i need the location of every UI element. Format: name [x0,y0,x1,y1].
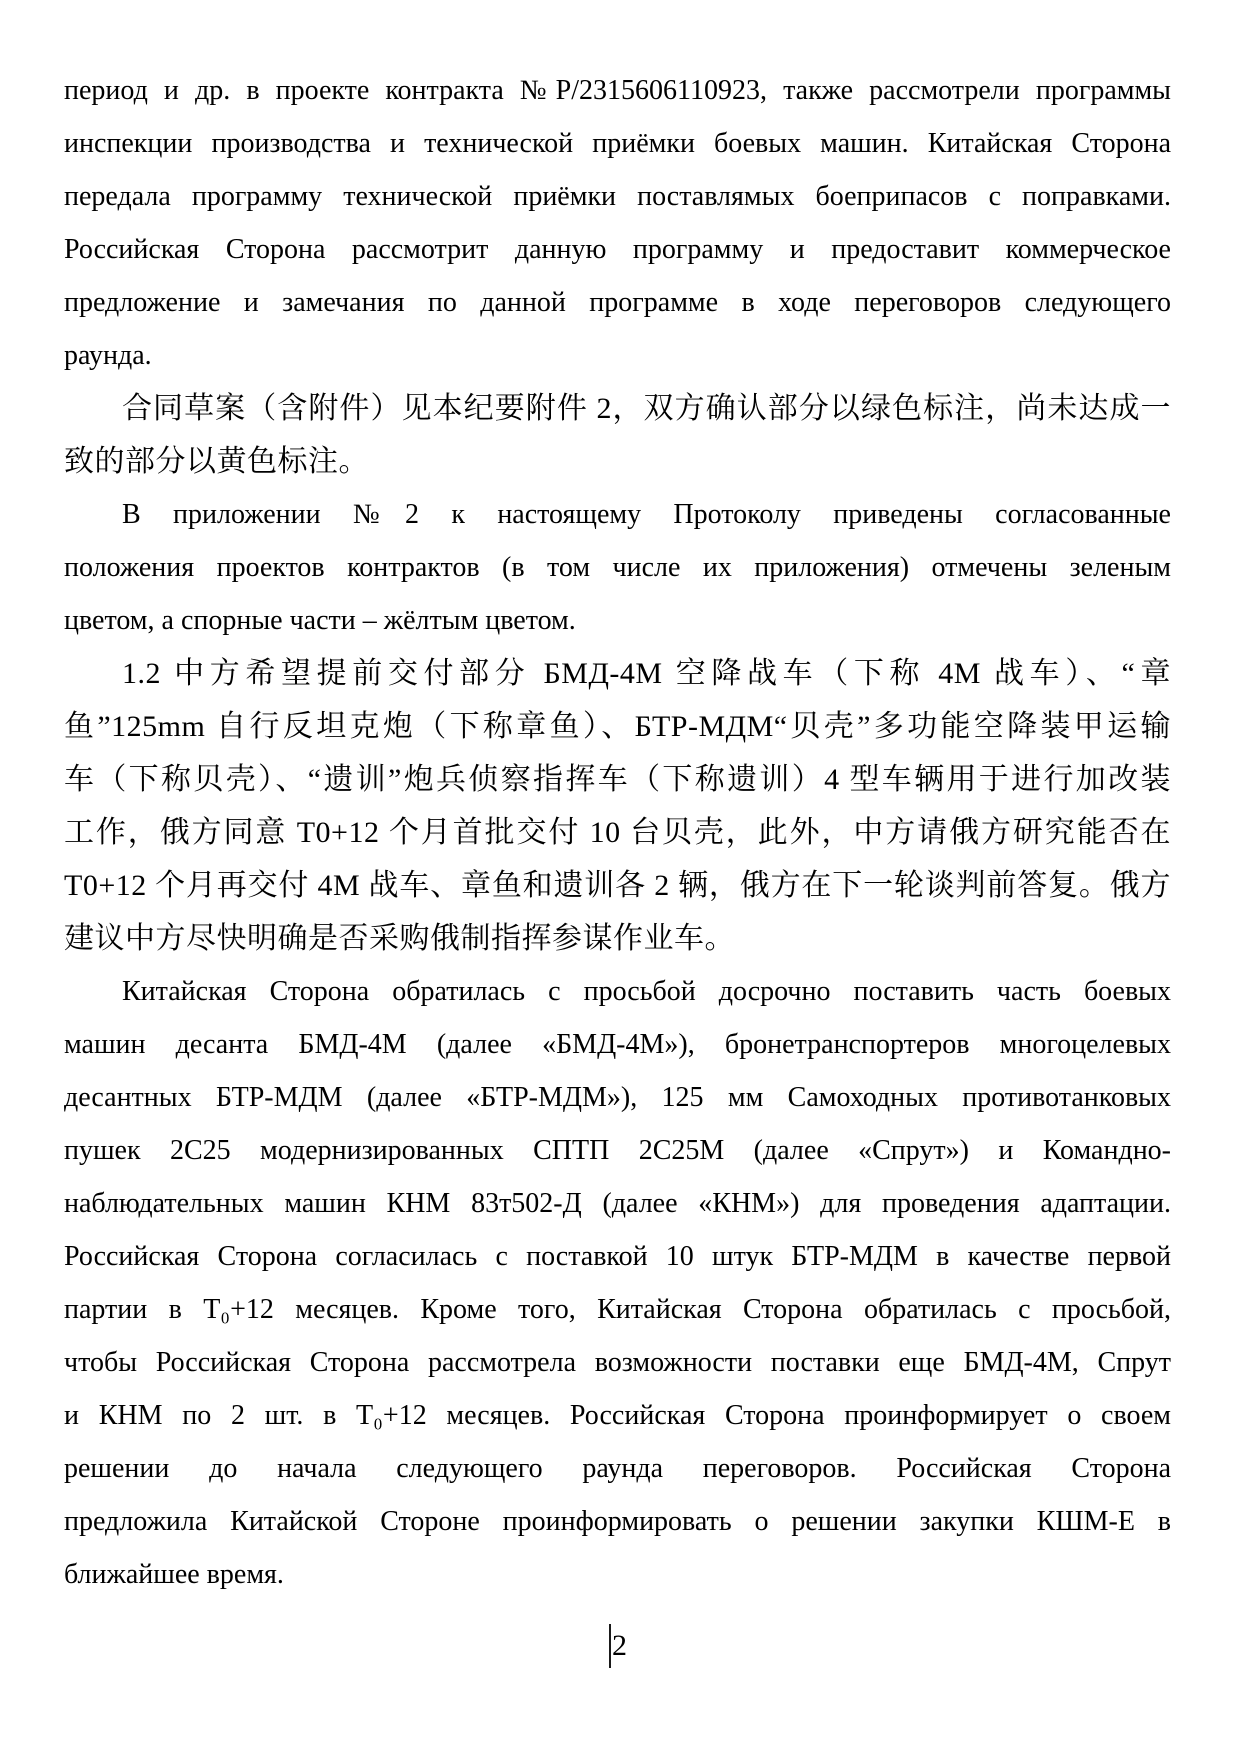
text-line[interactable]: машин десанта БМД-4М (далее «БМД-4М»), бронетранспортеров многоцелевых [64,1029,1171,1060]
text-line[interactable]: 工作，俄方同意 T0+12 个月首批交付 10 台贝壳，此外，中方请俄方研究能否在 [64,816,1171,849]
text-line[interactable]: цветом, а спорные части – жёлтым цветом. [64,605,576,636]
text-cursor [609,1624,611,1668]
paragraph-5 [64,965,1171,1601]
paragraph-3 [64,488,1171,647]
paragraph-2 [64,382,1171,488]
paragraph-4 [64,647,1171,965]
text-line[interactable]: ближайшее время. [64,1559,284,1590]
text-content[interactable] [64,64,1171,1601]
text-line[interactable]: партии в Т₀+12 месяцев. Кроме того, Китайская Сторона обратилась с просьбой, [64,1294,1171,1325]
text-line[interactable]: 车（下称贝壳）、“遗训”炮兵侦察指挥车（下称遗训）4 型车辆用于进行加改装 [64,763,1171,796]
text-line[interactable]: Российская Сторона рассмотрит данную программу и предоставит коммерческое [64,234,1171,265]
text-line[interactable]: пушек 2С25 модернизированных СПТП 2С25М (далее «Спрут») и Командно- [64,1135,1171,1166]
text-line[interactable]: инспекции производства и технической приёмки боевых машин. Китайская Сторона [64,128,1171,159]
text-line[interactable]: период и др. в проекте контракта №Р/2315606110923, также рассмотрели программы [64,75,1171,106]
text-line[interactable]: положения проектов контрактов (в том числе их приложения) отмечены зеленым [64,552,1171,583]
text-line[interactable]: Российская Сторона согласилась с поставкой 10 штук БТР-МДМ в качестве первой [64,1241,1171,1272]
text-line[interactable]: T0+12 个月再交付 4M 战车、章鱼和遗训各 2 辆，俄方在下一轮谈判前答复。俄方 [64,869,1171,902]
text-line[interactable]: 鱼”125mm 自行反坦克炮（下称章鱼）、БТР-МДМ“贝壳”多功能空降装甲运输 [64,710,1171,743]
text-line[interactable]: передала программу технической приёмки поставлямых боеприпасов с поправками. [64,181,1171,212]
page-footer [0,1620,1236,1672]
text-line[interactable]: чтобы Российская Сторона рассмотрела возможности поставки еще БМД-4М, Спрут [64,1347,1171,1378]
text-line[interactable]: десантных БТР-МДМ (далее «БТР-МДМ»), 125 мм Самоходных противотанковых [64,1082,1171,1113]
text-line[interactable]: 合同草案（含附件）见本纪要附件 2，双方确认部分以绿色标注，尚未达成一 [122,392,1171,425]
page-number[interactable]: 2 [612,1629,627,1662]
text-line[interactable]: 致的部分以黄色标注。 [64,445,369,478]
text-line[interactable]: предложение и замечания по данной программе в ходе переговоров следующего [64,287,1171,318]
text-line[interactable]: В приложении №2 к настоящему Протоколу приведены согласованные [122,499,1171,530]
text-line[interactable]: 建议中方尽快明确是否采购俄制指挥参谋作业车。 [64,922,735,955]
text-line[interactable]: и КНМ по 2 шт. в Т₀+12 месяцев. Российская Сторона проинформирует о своем [64,1400,1171,1431]
text-line[interactable]: решении до начала следующего раунда переговоров. Российская Сторона [64,1453,1171,1484]
text-line[interactable]: раунда. [64,340,152,371]
text-line[interactable]: наблюдательных машин КНМ 83т502-Д (далее «КНМ») для проведения адаптации. [64,1188,1171,1219]
text-line[interactable]: предложила Китайской Стороне проинформировать о решении закупки КШМ-Е в [64,1506,1171,1537]
text-line[interactable]: Китайская Сторона обратилась с просьбой досрочно поставить часть боевых [122,976,1171,1007]
paragraph-1 [64,64,1171,382]
text-line[interactable]: 1.2 中方希望提前交付部分 БМД-4М 空降战车（下称 4M 战车）、“章 [122,657,1171,690]
